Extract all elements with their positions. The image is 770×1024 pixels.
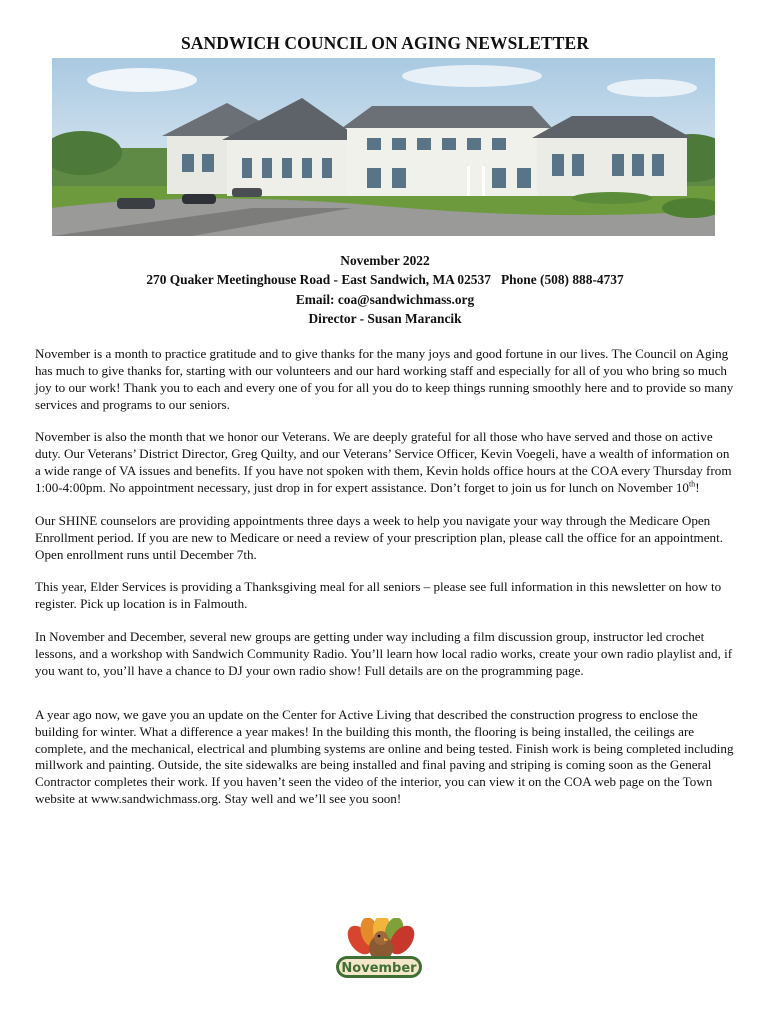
newsletter-body (35, 346, 735, 824)
paragraph-veterans (35, 429, 735, 497)
paragraph-new-groups: In November and December, several new groups are getting under way including a film discussion group, instructor led crochet lessons, and a workshop with Sandwich Community Radio. You’ll learn how local radio works, create your own radio playlist and, if you want to, you’ll have a chance to DJ your own radio show! Full details are on the programming page. (35, 628, 733, 678)
superscript-th: th (688, 479, 696, 489)
paragraph-veterans-end: ! (695, 480, 700, 496)
paragraph-construction: A year ago now, we gave you an update on the Center for Active Living that described the construction progress to enclose the building for winter. What a difference a year makes! In the building this month, the flooring is being installed, the ceilings are complete, and the mechanical, electrical and plumbing systems are online and being tested. Finish work is being completed including millwork and painting. Outside, the site sidewalks are being installed and final paving and striping is coming soon as the General Contractor completes their work. If you haven’t seen the video of the interior, you can view it on the COA web page on the Town website at www.sandwichmass.org. Stay well and we’ll see you soon! (35, 706, 734, 807)
november-turkey-badge (332, 918, 426, 982)
paragraph-thanksgiving: This year, Elder Services is providing a Thanksgiving meal for all seniors – please see full information in this newsletter on how to register. Pick up location is in Falmouth. (35, 579, 722, 612)
issue-date: November 2022 (340, 253, 430, 268)
address-phone: 270 Quaker Meetinghouse Road - East Sandwich, MA 02537 Phone (508) 888-4737 (146, 272, 624, 288)
newsletter-title: SANDWICH COUNCIL ON AGING NEWSLETTER (180, 33, 590, 53)
paragraph-veterans-text: November is also the month that we honor our Veterans. We are deeply grateful for all those who have served and those on active duty. Our Veterans’ District Director, Greg Quilty, and our Veterans’ Service Officer, Kevin Voegeli, have a wealth of information on a wide range of VA issues and benefits. If you have not spoken with them, Kevin holds office hours at the COA every Thursday from 1:00-4:00pm. No appointment necessary, just drop in for expert assistance. Don’t forget to join us for lunch on November 10 (35, 429, 732, 496)
paragraph-shine: Our SHINE counselors are providing appointments three days a week to help you navigate your way through the Medicare Open Enrollment period. If you are new to Medicare or need a review of your prescription plan, please call the office for an appointment. Open enrollment runs until December 7th. (35, 512, 724, 562)
building-rendering (52, 58, 715, 236)
paragraph-gratitude: November is a month to practice gratitude and to give thanks for the many joys and good fortune in our lives. The Council on Aging has much to give thanks for, starting with our volunteers and our hard working staff and especially for all of you who bring so much joy to our work! Thank you to each and every one of you for all you do to keep things running smoothly here and to provide so many services and programs to our seniors. (35, 346, 734, 412)
newsletter-header (0, 251, 770, 329)
director-line: Director - Susan Marancik (308, 311, 462, 327)
badge-label: November (341, 961, 417, 976)
email-line: Email: coa@sandwichmass.org (295, 291, 475, 307)
